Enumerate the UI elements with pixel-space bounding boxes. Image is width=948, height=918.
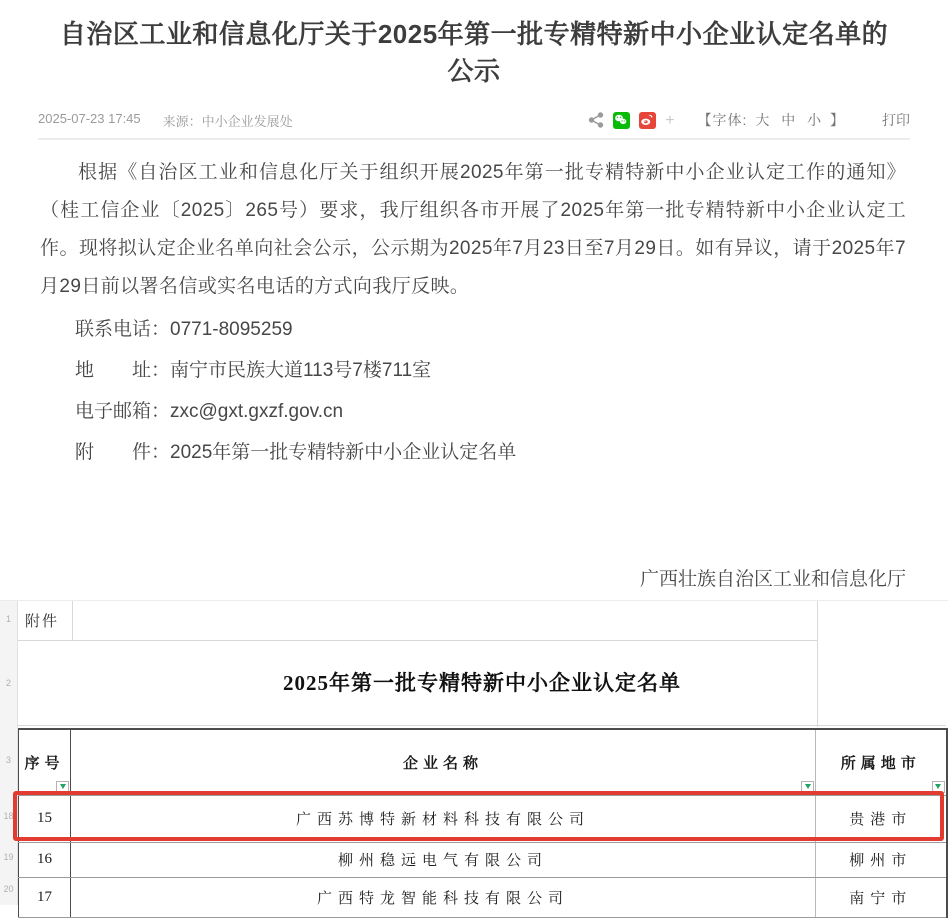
contact-address-value: 南宁市民族大道113号7楼711室 — [170, 360, 432, 381]
cell-attachment-label[interactable]: 附件 — [25, 614, 60, 630]
page-title: 自治区工业和信息化厅关于2025年第一批专精特新中小企业认定名单的公示 — [59, 19, 889, 86]
contact-email — [75, 401, 948, 423]
header-cell-company[interactable] — [71, 729, 816, 795]
meta-bar — [38, 110, 910, 130]
source-value: 中小企业发展处 — [201, 113, 293, 129]
header-city-label: 所属地市 — [840, 755, 921, 772]
gridline — [817, 601, 818, 727]
cell-city-17[interactable]: 南宁市 — [816, 877, 947, 917]
sheet-row-gutter — [0, 601, 18, 905]
contact-phone-value: 0771-8095259 — [170, 319, 293, 340]
source-label: 来源： — [162, 113, 202, 129]
cell-company-16[interactable]: 柳州稳远电气有限公司 — [71, 842, 816, 877]
filter-button-city[interactable] — [932, 781, 945, 793]
filter-icon — [60, 784, 66, 789]
font-size-small-button[interactable]: 小 — [807, 112, 823, 128]
cell-no-17[interactable]: 17 — [19, 877, 71, 917]
filter-button-no[interactable] — [56, 781, 69, 793]
row-number-1[interactable]: 1 — [5, 614, 11, 624]
filter-icon — [805, 784, 811, 789]
contact-phone-label: 联系电话： — [75, 319, 171, 340]
table-row-15 — [19, 795, 947, 842]
row-number-2[interactable]: 2 — [5, 678, 11, 688]
row-number-3[interactable]: 3 — [5, 755, 11, 765]
font-size-label-close: 】 — [830, 112, 845, 128]
row-number-18[interactable]: 18 — [3, 811, 14, 821]
sheet-title[interactable]: 2025年第一批专精特新中小企业认定名单 — [283, 671, 681, 695]
table-row-16 — [19, 842, 947, 877]
gridline — [72, 601, 73, 640]
weibo-share-icon[interactable] — [639, 112, 656, 129]
cell-no-15[interactable]: 15 — [19, 795, 71, 842]
meta-divider — [38, 138, 910, 140]
cell-city-16[interactable]: 柳州市 — [816, 842, 947, 877]
table-header-row — [19, 729, 947, 795]
font-size-label-open: 【字体: — [697, 112, 748, 128]
source — [163, 111, 293, 130]
print-button[interactable]: 打印 — [882, 112, 910, 128]
cell-company-17[interactable]: 广西特龙智能科技有限公司 — [71, 877, 816, 917]
gridline — [18, 640, 818, 641]
more-share-icon[interactable]: + — [665, 111, 675, 129]
header-company-label: 企业名称 — [402, 755, 483, 772]
publish-datetime: 2025-07-23 17:45 — [38, 110, 141, 126]
share-icon[interactable] — [588, 112, 604, 128]
contact-phone — [75, 319, 948, 341]
gridline — [18, 725, 946, 726]
contact-address — [75, 360, 948, 382]
header-cell-city[interactable] — [816, 729, 947, 795]
company-table — [18, 728, 948, 918]
filter-button-company[interactable] — [801, 781, 814, 793]
font-size-medium-button[interactable]: 中 — [781, 112, 797, 128]
announcement-paragraph: 根据《自治区工业和信息化厅关于组织开展2025年第一批专精特新中小企业认定工作的通知》（桂工信企业〔2025〕265号）要求，我厅组织各市开展了2025年第一批专精特新中小企业认定工作。现将拟认定企业名单向社会公示，公示期为2025年7月23日至7月29日。如有异议，请于2025年7月29日前以署名信或实名电话的方式向我厅反映。 — [40, 162, 906, 297]
cell-no-16[interactable]: 16 — [19, 842, 71, 877]
contact-email-value: zxc@gxt.gxzf.gov.cn — [170, 401, 344, 422]
wechat-share-icon[interactable] — [613, 112, 630, 129]
attachment-link[interactable]: 2025年第一批专精特新中小企业认定名单 — [170, 442, 517, 463]
signature-org: 广西壮族自治区工业和信息化厅 — [639, 569, 906, 590]
cell-city-15[interactable]: 贵港市 — [816, 795, 947, 842]
font-size-large-button[interactable]: 大 — [755, 112, 771, 128]
filter-icon — [935, 784, 941, 789]
contact-email-label: 电子邮箱： — [75, 401, 171, 422]
contact-address-label: 地 址： — [75, 360, 171, 381]
attachment-spreadsheet — [0, 600, 948, 907]
font-size-control — [698, 110, 845, 130]
meta-left — [38, 111, 293, 130]
row-number-20[interactable]: 20 — [3, 884, 14, 894]
contact-attachment — [75, 442, 948, 464]
row-number-19[interactable]: 19 — [3, 852, 14, 862]
contact-attachment-label: 附 件： — [75, 442, 171, 463]
header-no-label: 序号 — [24, 755, 65, 772]
header-cell-no[interactable] — [19, 729, 71, 795]
cell-company-15[interactable]: 广西苏博特新材料科技有限公司 — [71, 795, 816, 842]
meta-right — [588, 110, 910, 130]
table-row-17 — [19, 877, 947, 917]
